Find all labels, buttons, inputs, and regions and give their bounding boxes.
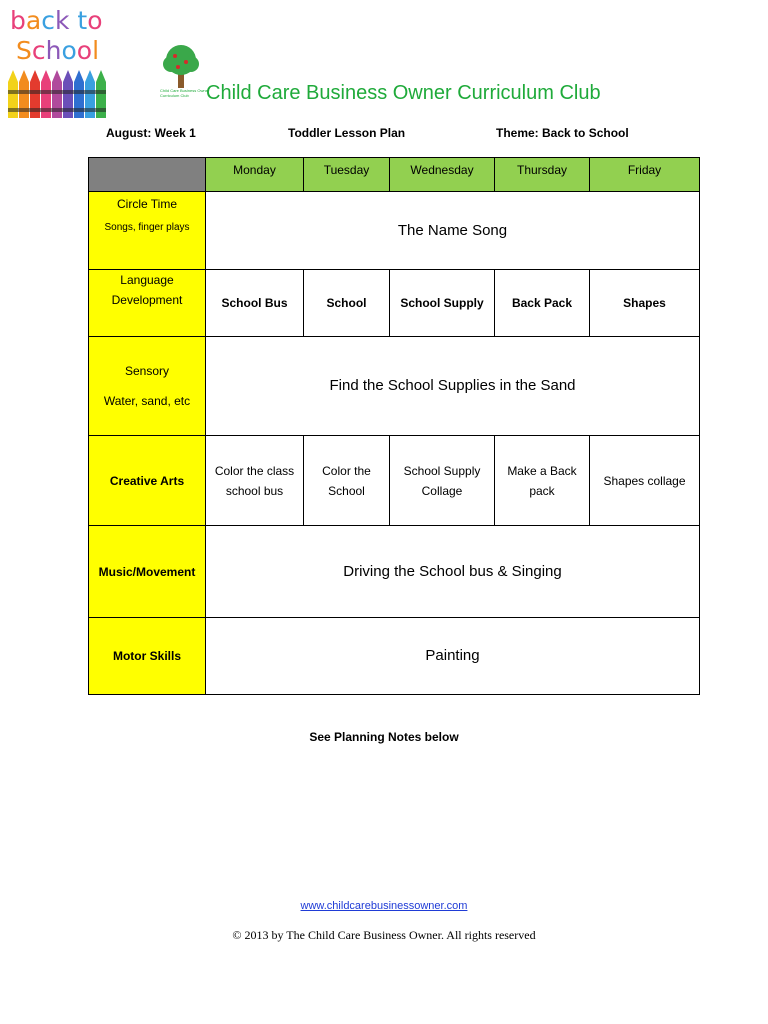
table-row-creative-arts <box>89 436 700 526</box>
activity-language-thursday: Back Pack <box>495 270 590 337</box>
category-sub: Water, sand, etc <box>103 394 191 408</box>
category-label: Sensory <box>124 364 170 378</box>
category-language: Language Development <box>89 270 206 337</box>
tree-logo <box>158 42 210 102</box>
activity-arts-monday: Color the class school bus <box>206 436 304 526</box>
crayons-icon <box>4 68 116 118</box>
website-link[interactable]: www.childcarebusinessowner.com <box>300 900 468 912</box>
website-link-container <box>0 900 768 912</box>
table-row-music <box>89 526 700 618</box>
table-row-circle-time <box>89 192 700 270</box>
club-title: Child Care Business Owner Curriculum Club <box>206 82 601 104</box>
day-header-thursday: Thursday <box>495 158 590 192</box>
activity-language-wednesday: School Supply <box>390 270 495 337</box>
activity-motor: Painting <box>206 618 700 695</box>
activity-language-tuesday: School <box>304 270 390 337</box>
activity-language-friday: Shapes <box>590 270 700 337</box>
category-creative-arts: Creative Arts <box>89 436 206 526</box>
category-sensory <box>89 337 206 436</box>
category-motor: Motor Skills <box>89 618 206 695</box>
tree-logo-caption: Child Care Business Owner Curriculum Club <box>160 88 210 98</box>
table-row-sensory <box>89 337 700 436</box>
activity-arts-tuesday: Color the School <box>304 436 390 526</box>
week-label: August: Week 1 <box>106 126 196 140</box>
lesson-plan-table <box>88 157 700 695</box>
category-music: Music/Movement <box>89 526 206 618</box>
activity-music: Driving the School bus & Singing <box>206 526 700 618</box>
table-row-motor <box>89 618 700 695</box>
day-header-monday: Monday <box>206 158 304 192</box>
category-label: Circle Time <box>116 197 177 211</box>
activity-circle-time: The Name Song <box>206 192 700 270</box>
corner-cell <box>89 158 206 192</box>
activity-arts-wednesday: School Supply Collage <box>390 436 495 526</box>
table-row-language <box>89 270 700 337</box>
activity-arts-thursday: Make a Back pack <box>495 436 590 526</box>
copyright-text: © 2013 by The Child Care Business Owner. All rights reserved <box>232 928 536 942</box>
table-header-row <box>89 158 700 192</box>
activity-language-monday: School Bus <box>206 270 304 337</box>
day-header-friday: Friday <box>590 158 700 192</box>
logo-text-back-to: back to <box>10 6 103 35</box>
back-to-school-logo <box>4 6 116 118</box>
day-header-tuesday: Tuesday <box>304 158 390 192</box>
activity-sensory: Find the School Supplies in the Sand <box>206 337 700 436</box>
activity-arts-friday: Shapes collage <box>590 436 700 526</box>
category-sub: Songs, finger plays <box>104 222 190 233</box>
day-header-wednesday: Wednesday <box>390 158 495 192</box>
planning-notes-text: See Planning Notes below <box>309 730 459 744</box>
logo-text-school: School <box>16 36 100 65</box>
category-circle-time <box>89 192 206 270</box>
theme-label: Theme: Back to School <box>496 126 629 140</box>
plan-type-label: Toddler Lesson Plan <box>288 126 406 140</box>
